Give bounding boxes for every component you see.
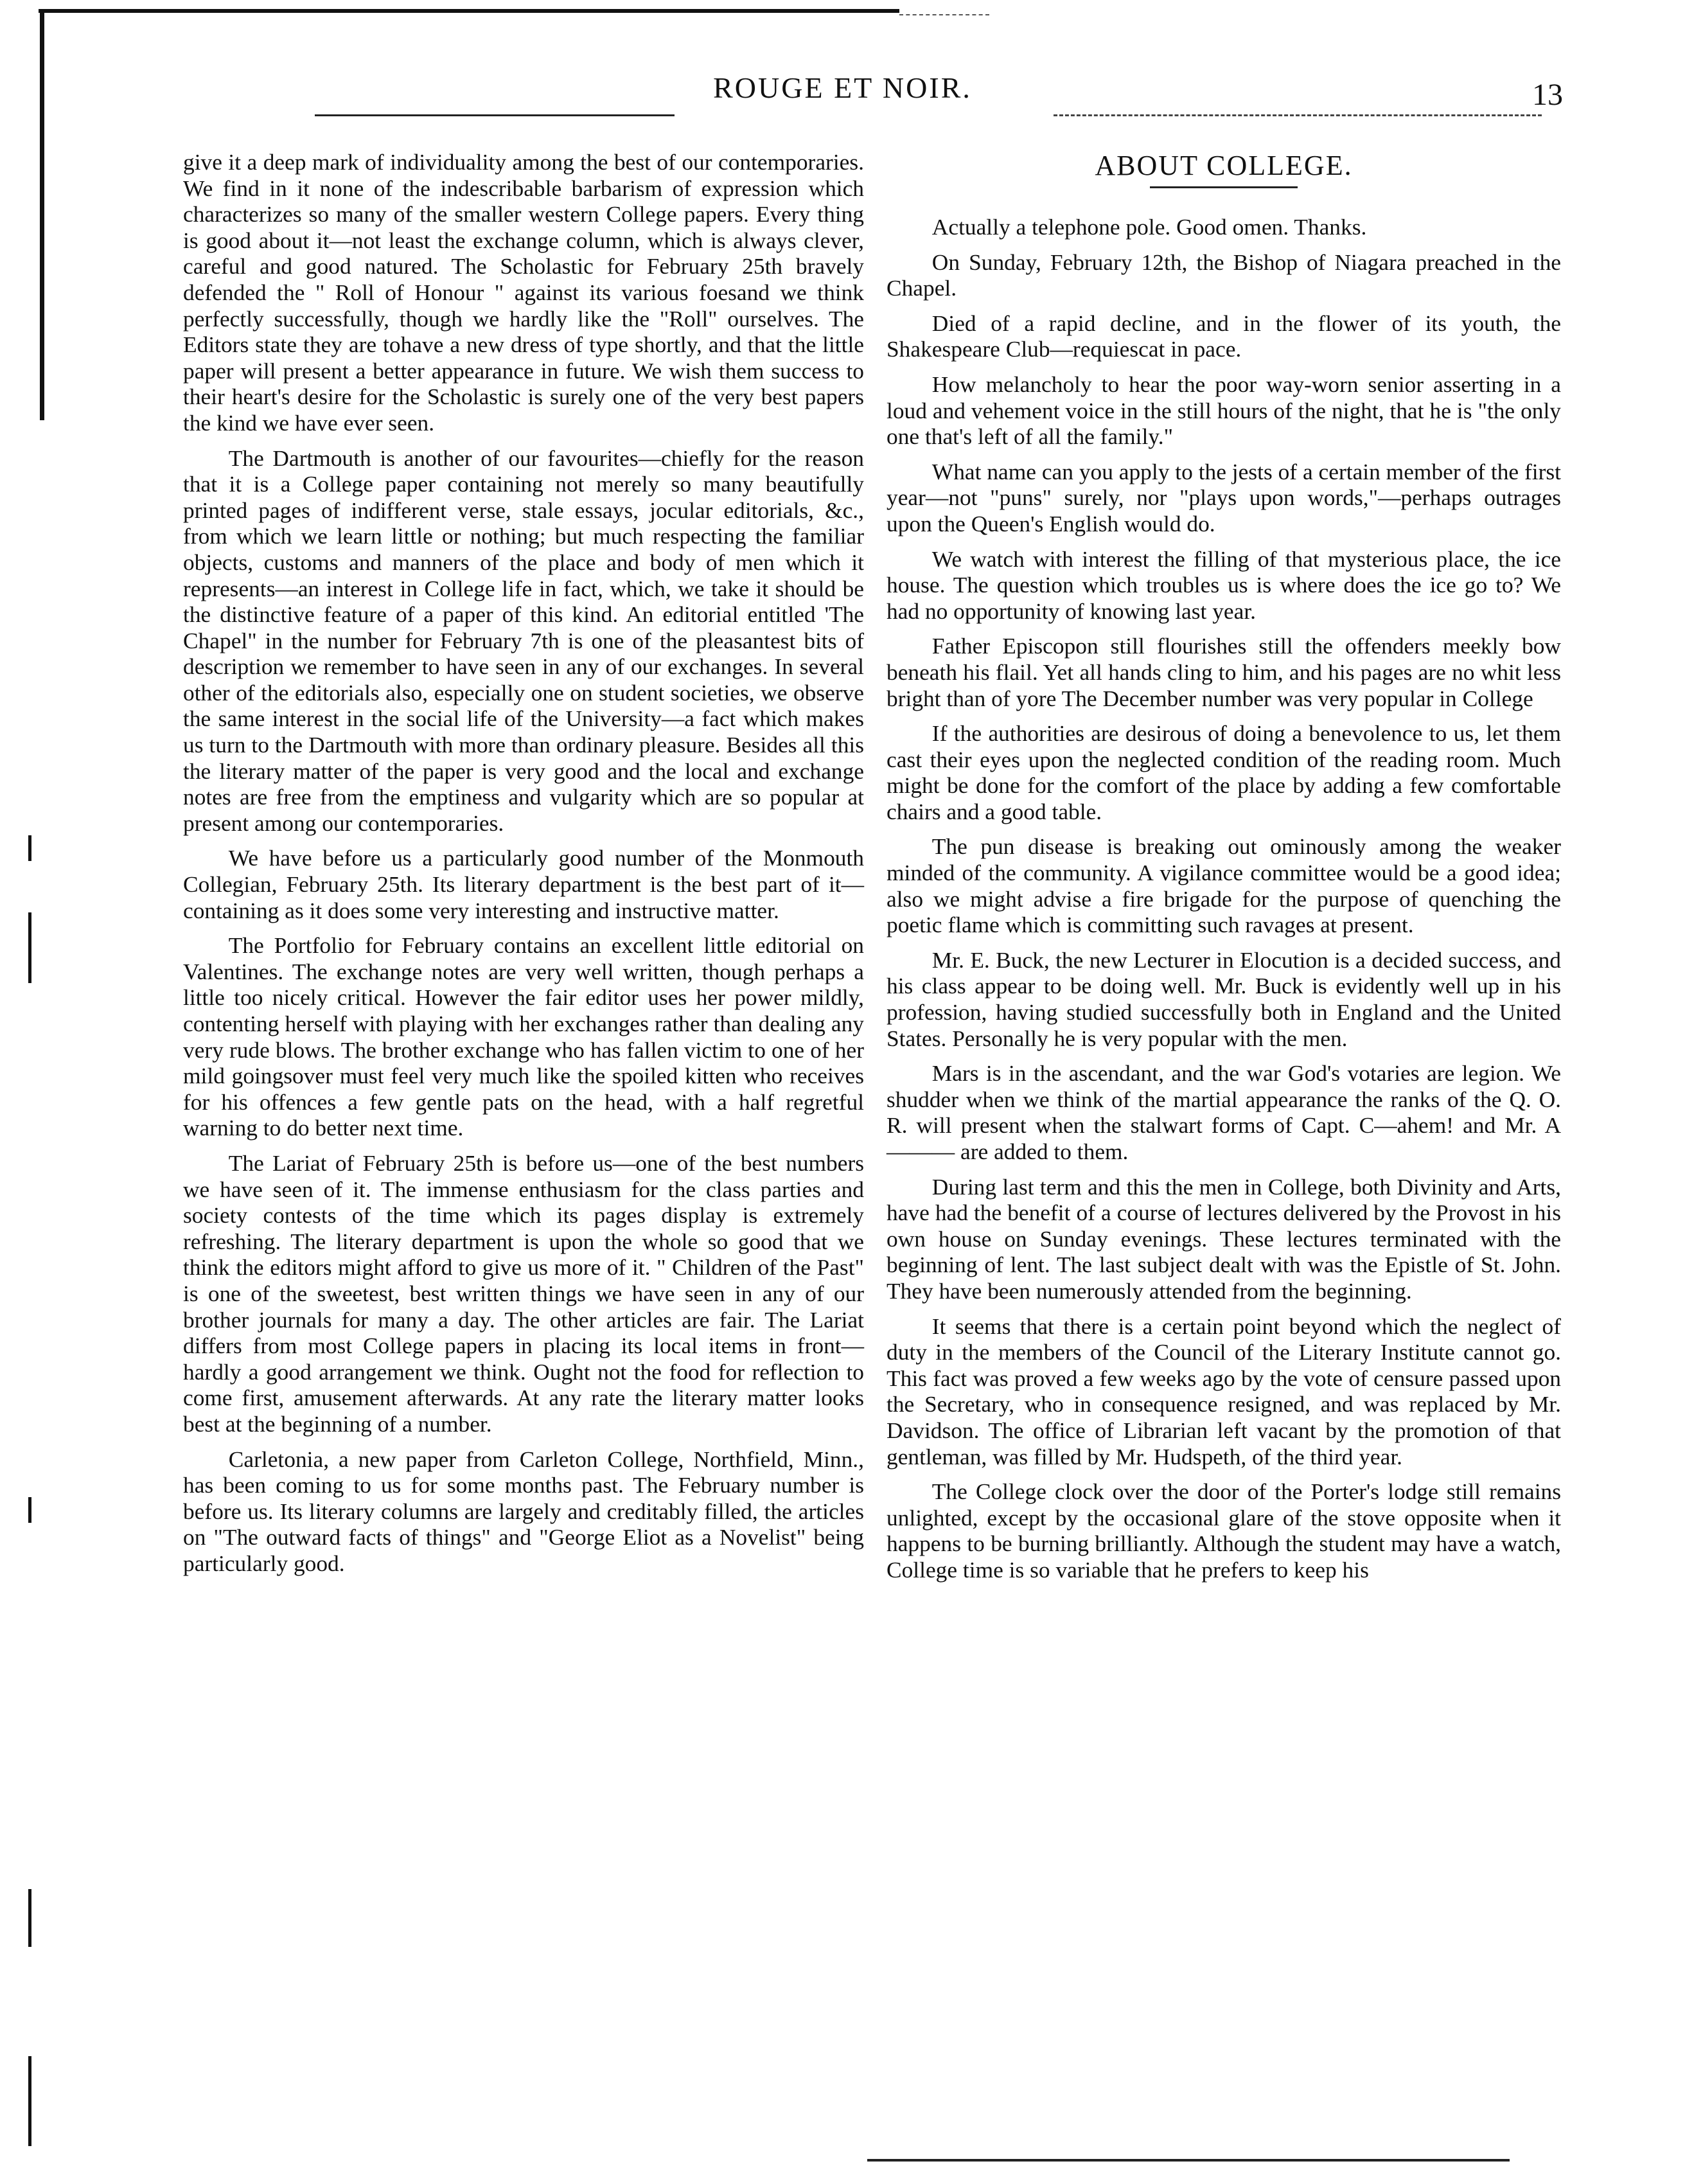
paragraph: During last term and this the men in College, both Divinity and Arts, have had the benefit of a course of lectures delivered by the Provost in his own house on Sunday evenings. These lectures terminated with the beginning of lent. The last subject dealt with was the Epistle of St. John. They have been numerously attended from the beginning. (887, 1173, 1561, 1304)
scan-edge-top-dashed (899, 14, 989, 15)
header-rule (315, 114, 675, 116)
paragraph: give it a deep mark of individuality among the best of our contemporaries. We find in it none of the indescribable barbarism of expression which characterizes so many of the smaller western College papers. Every thing is good about it—not least the exchange column, which is always clever, careful and good natured. The Scholastic for February 25th bravely defended the " Roll of Honour " against its various foesand we think perfectly successfully, though we hardly like the "Roll" ourselves. The Editors state they are tohave a new dress of type shortly, and that the little paper will present a better appearance in future. We wish them success to their heart's desire for the Scholastic is surely one of the very best papers the kind we have ever seen. (183, 149, 864, 436)
margin-mark (28, 1497, 31, 1523)
paragraph: The Dartmouth is another of our favourites—chiefly for the reason that it is a College paper containing not merely so many beautifully printed pages of indifferent verse, stale essays, jocular editorials, &c., from which we learn little or nothing; but much respecting the familiar objects, customs and manners of the place and body of men which it represents—an interest in College life in fact, which, we take it should be the distinctive feature of a paper of this kind. An editorial entitled 'The Chapel" in the number for February 7th is one of the pleasantest bits of description we remember to have seen in any of our exchanges. In several other of the editorials also, especially one on student societies, we observe the same interest in the social life of the University—a fact which makes us turn to the Dartmouth with more than ordinary pleasure. Besides all this the literary matter of the paper is very good and the local and exchange notes are free from the emptiness and vulgarity which are so popular at present among our contemporaries. (183, 445, 864, 836)
paragraph: The Lariat of February 25th is before us—one of the best numbers we have seen of it. The immense enthusiasm for the class parties and society contests of the time which its pages display is extremely refreshing. The literary department is upon the whole so good that we think the editors might afford to give us more of it. " Children of the Past" is one of the sweetest, best written things we have seen in any of our brother journals for many a day. The other articles are fair. The Lariat differs from most College papers in placing its local items in front—hardly a good arrangement we think. Ought not the food for reflection to come first, amusement afterwards. At any rate the literary matter looks best at the beginning of a number. (183, 1150, 864, 1437)
page-number: 13 (1532, 78, 1563, 112)
paragraph: What name can you apply to the jests of a certain member of the first year—not "puns" surely, nor "plays upon words,"—perhaps outrages upon the Queen's English would do. (887, 458, 1561, 537)
paragraph: How melancholy to hear the poor way-worn senior asserting in a loud and vehement voice in the still hours of the night, that he is "the only one that's left of all the family." (887, 371, 1561, 450)
paragraph: Mr. E. Buck, the new Lecturer in Elocution is a decided success, and his class appear to be doing well. Mr. Buck is evidently well up in his profession, having studied successfully both in England and the United States. Personally he is very popular with the men. (887, 946, 1561, 1051)
header-rule (1054, 114, 1542, 116)
paragraph: We have before us a particularly good number of the Monmouth Collegian, February 25th. Its literary department is the best part of it—containing as it does some very interesting and instructive matter. (183, 845, 864, 923)
section-title-text: ABOUT COLLEGE. (1095, 150, 1353, 181)
section-title (887, 149, 1561, 188)
margin-mark (28, 835, 31, 861)
margin-mark (28, 1889, 31, 1947)
paragraph: Mars is in the ascendant, and the war God's votaries are legion. We shudder when we think of the martial appearance the ranks of the Q. O. R. will present when the stalwart forms of Capt. C—ahem! and Mr. A——— are added to them. (887, 1060, 1561, 1164)
margin-mark (28, 2056, 31, 2146)
paragraph: On Sunday, February 12th, the Bishop of Niagara preached in the Chapel. (887, 249, 1561, 301)
paragraph: The Portfolio for February contains an excellent little editorial on Valentines. The exchange notes are very well written, though perhaps a little too nicely critical. However the fair editor uses her power mildly, contenting herself with playing with her exchanges rather than dealing any very rude blows. The brother exchange who has fallen victim to one of her mild goingsover must feel very much like the spoiled kitten who receives for his offences a few gentle pats on the head, with a half regretful warning to do better next time. (183, 932, 864, 1141)
paragraph: Actually a telephone pole. Good omen. Thanks. (931, 214, 1367, 240)
left-column (183, 149, 864, 1585)
paragraph: The College clock over the door of the Porter's lodge still remains unlighted, except by the occasional glare of the stove opposite when it happens to be burning brilliantly. Although the student may have a watch, College time is so variable that he prefers to keep his (887, 1478, 1561, 1583)
scan-edge-bottom (867, 2159, 1510, 2162)
paragraph: Carletonia, a new paper from Carleton College, Northfield, Minn., has been coming to us for some months past. The February number is before us. Its literary columns are largely and creditably filled, the articles on "The outward facts of things" and "George Eliot as a Novelist" being particularly good. (183, 1446, 864, 1576)
paragraph: If the authorities are desirous of doing a benevolence to us, let them cast their eyes upon the neglected condition of the reading room. Much might be done for the comfort of the place by adding a few comfortable chairs and a good table. (887, 720, 1561, 824)
page-header-title: ROUGE ET NOIR. (713, 71, 972, 104)
paragraph: The pun disease is breaking out ominously among the weaker minded of the community. A vigilance committee would be a good idea; also we might advise a fire brigade for the purpose of quenching the poetic flame which is committing such ravages at present. (887, 833, 1561, 938)
section-title-rule (1150, 186, 1298, 188)
right-column (887, 149, 1561, 1592)
paragraph: We watch with interest the filling of that mysterious place, the ice house. The question which troubles us is where does the ice go to? We had no opportunity of knowing last year. (887, 546, 1561, 624)
paragraph: Father Episcopon still flourishes still the offenders meekly bow beneath his flail. Yet all hands cling to him, and his pages are no whit less bright than of yore The December number was very popular in College (887, 633, 1561, 711)
paragraph: Died of a rapid decline, and in the flower of its youth, the Shakespeare Club—requiescat in pace. (887, 310, 1561, 362)
scan-edge-top (39, 9, 899, 13)
paragraph: It seems that there is a certain point beyond which the neglect of duty in the members of the Council of the Literary Institute cannot go. This fact was proved a few weeks ago by the vote of censure passed upon the Secretary, who in consequence resigned, and was replaced by Mr. Davidson. The office of Librarian left vacant by the promotion of that gentleman, was filled by Mr. Hudspeth, of the third year. (887, 1313, 1561, 1469)
margin-mark (28, 912, 31, 983)
